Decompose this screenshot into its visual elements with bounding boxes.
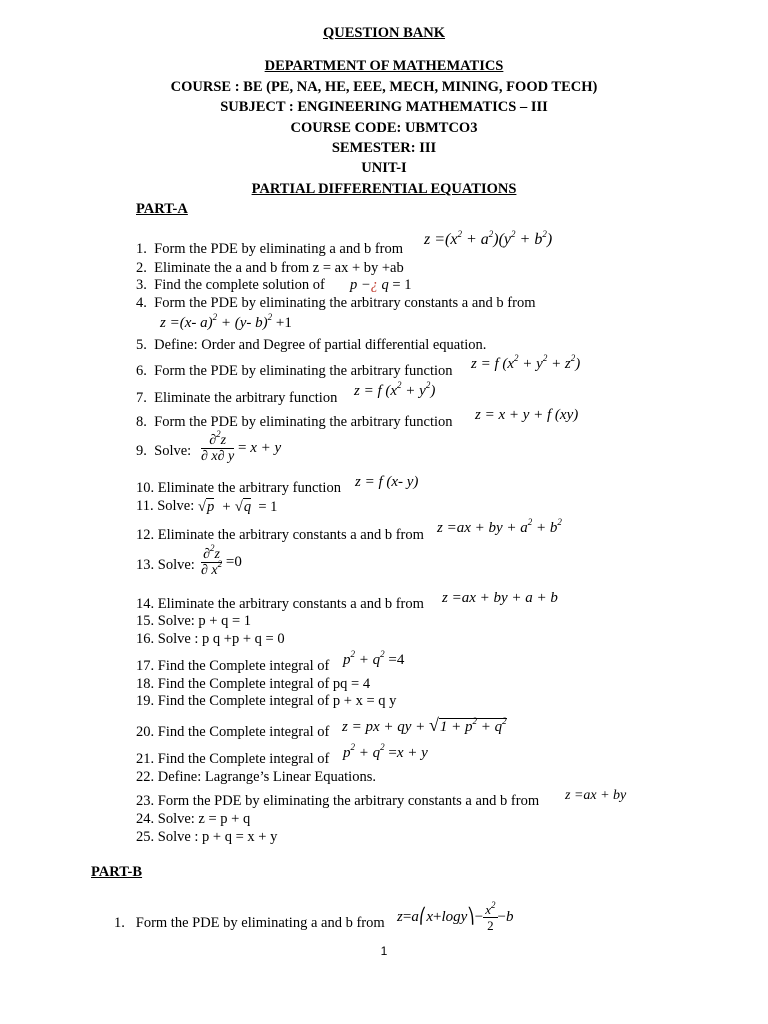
question-number: 14.: [136, 596, 155, 612]
math-expression: z =ax + by + a + b: [442, 590, 558, 606]
math-expression: $\frac{\partial^2z}{\partial x\partial y}$ = x + y: [201, 429, 282, 464]
question-number: 2.: [136, 260, 147, 276]
question-text: Form the PDE by eliminating the arbitrary constants a and b from: [157, 793, 540, 809]
question-number: 23.: [136, 793, 155, 809]
question-text: Form the PDE by eliminating a and b from: [135, 915, 385, 931]
question-item: [136, 260, 404, 277]
question-number: 3.: [136, 277, 147, 293]
question-text: Form the PDE by eliminating the arbitrary function: [154, 363, 453, 379]
question-item: [136, 631, 285, 648]
question-text: Form the PDE by eliminating a and b from: [154, 241, 404, 257]
question-number: 7.: [136, 390, 147, 406]
question-item: [136, 793, 539, 810]
question-item: [136, 277, 325, 294]
question-item: [136, 527, 424, 544]
question-item: [136, 443, 191, 460]
subject-line: SUBJECT : ENGINEERING MATHEMATICS – III: [220, 99, 548, 115]
page-number: 1: [380, 944, 388, 958]
question-number: 19.: [136, 693, 155, 709]
math-expression: √p + √q = 1: [198, 499, 278, 515]
math-expression: $z =(x^2 + a^2)(y^2 + b^2)$: [424, 228, 553, 248]
math-expression: z =ax + by + $a^2 + b^2$: [437, 517, 562, 536]
math-expression: z=a⎛x+logy⎞− $\frac{x^2}{2}$ −b: [397, 899, 514, 933]
question-number: 20.: [136, 724, 155, 740]
course-code-line: COURSE CODE: UBMTCO3: [290, 120, 478, 136]
math-expression: z = f (x- y): [355, 474, 419, 490]
math-expression: $p^2 + q^2 =x + y$: [343, 742, 428, 761]
unit-line: UNIT-I: [361, 160, 407, 176]
question-text: Eliminate the arbitrary function: [154, 390, 338, 406]
question-number: 17.: [136, 658, 155, 674]
question-item: [136, 724, 329, 741]
question-number: 16.: [136, 631, 155, 647]
question-text: Eliminate the arbitrary function: [157, 480, 341, 496]
question-item: [136, 829, 277, 846]
question-number: 1.: [136, 241, 147, 257]
question-item: [136, 241, 403, 258]
question-number: 13.: [136, 557, 155, 573]
question-item: [136, 676, 370, 693]
question-text: Solve : p + q = x + y: [157, 829, 278, 845]
question-number: 1.: [114, 915, 125, 931]
math-expression: z = x + y + f (xy): [475, 407, 579, 423]
question-text: Find the Complete integral of: [157, 658, 330, 674]
question-text: Solve:: [157, 557, 195, 573]
question-text: Eliminate the a and b from z = ax + by +ab: [154, 260, 404, 276]
math-expression: z = f $(x^2 + y^2 + z^2)$: [471, 353, 581, 372]
question-number: 22.: [136, 769, 155, 785]
question-number: 4.: [136, 295, 147, 311]
question-number: 8.: [136, 414, 147, 430]
document-title: QUESTION BANK: [322, 25, 446, 41]
question-text: Define: Lagrange’s Linear Equations.: [157, 769, 376, 785]
question-item: [136, 480, 341, 497]
math-expression: p −¿ q = 1: [350, 277, 412, 293]
question-item: [136, 613, 251, 630]
math-expression: z =ax + by: [565, 788, 627, 803]
question-item: [136, 769, 376, 786]
question-text: Find the Complete integral of p + x = q y: [157, 693, 397, 709]
question-number: 12.: [136, 527, 155, 543]
question-text: Form the PDE by eliminating the arbitrary constants a and b from: [154, 295, 536, 311]
question-number: 24.: [136, 811, 155, 827]
question-number: 9.: [136, 443, 147, 459]
course-line: COURSE : BE (PE, NA, HE, EEE, MECH, MINING, FOOD TECH): [170, 79, 598, 95]
question-text: Define: Order and Degree of partial differential equation.: [154, 337, 487, 353]
question-text: Solve:: [157, 498, 195, 514]
question-text: Find the complete solution of: [154, 277, 325, 293]
question-item: [136, 337, 486, 354]
question-number: 18.: [136, 676, 155, 692]
question-item: [136, 295, 535, 312]
question-item: [136, 658, 329, 675]
question-text: Solve: p + q = 1: [157, 613, 252, 629]
topic-heading: PARTIAL DIFFERENTIAL EQUATIONS: [251, 181, 517, 197]
question-text: Solve : p q +p + q = 0: [157, 631, 285, 647]
question-item: [136, 811, 250, 828]
part-b-heading: PART-B: [91, 864, 143, 880]
question-item: [136, 557, 195, 574]
question-text: Form the PDE by eliminating the arbitrary function: [154, 414, 453, 430]
question-number: 25.: [136, 829, 155, 845]
question-item: [114, 915, 385, 932]
question-item: [136, 363, 453, 380]
question-item: [136, 751, 329, 768]
department-heading: DEPARTMENT OF MATHEMATICS: [264, 58, 504, 74]
question-text: Find the Complete integral of pq = 4: [157, 676, 371, 692]
math-expression: $\frac{\partial^2z}{\partial x^2}$ =0: [201, 543, 242, 578]
question-text: Eliminate the arbitrary constants a and b from: [157, 527, 424, 543]
math-expression: z = px + qy + $√1 + p^2 + q^2$: [342, 715, 507, 735]
question-item: [136, 596, 424, 613]
math-expression: z = f $(x^2 + y^2)$: [354, 380, 436, 399]
semester-line: SEMESTER: III: [331, 140, 437, 156]
part-a-heading: PART-A: [136, 201, 188, 217]
question-number: 6.: [136, 363, 147, 379]
question-item: [136, 414, 453, 431]
question-number: 10.: [136, 480, 155, 496]
math-expression: z =(x- a)$^2$ + (y- b)$^2$ +1: [160, 312, 292, 331]
question-text: Solve: z = p + q: [157, 811, 251, 827]
question-text: Find the Complete integral of: [157, 751, 330, 767]
question-number: 11.: [136, 498, 154, 514]
question-text: Solve:: [154, 443, 192, 459]
question-number: 15.: [136, 613, 155, 629]
question-text: Eliminate the arbitrary constants a and b from: [157, 596, 424, 612]
math-expression: $p^2 + q^2 =4$: [343, 649, 405, 668]
question-item: [136, 390, 337, 407]
question-number: 5.: [136, 337, 147, 353]
question-number: 21.: [136, 751, 155, 767]
question-text: Find the Complete integral of: [157, 724, 330, 740]
question-item: [136, 693, 396, 710]
question-item: [136, 498, 194, 515]
